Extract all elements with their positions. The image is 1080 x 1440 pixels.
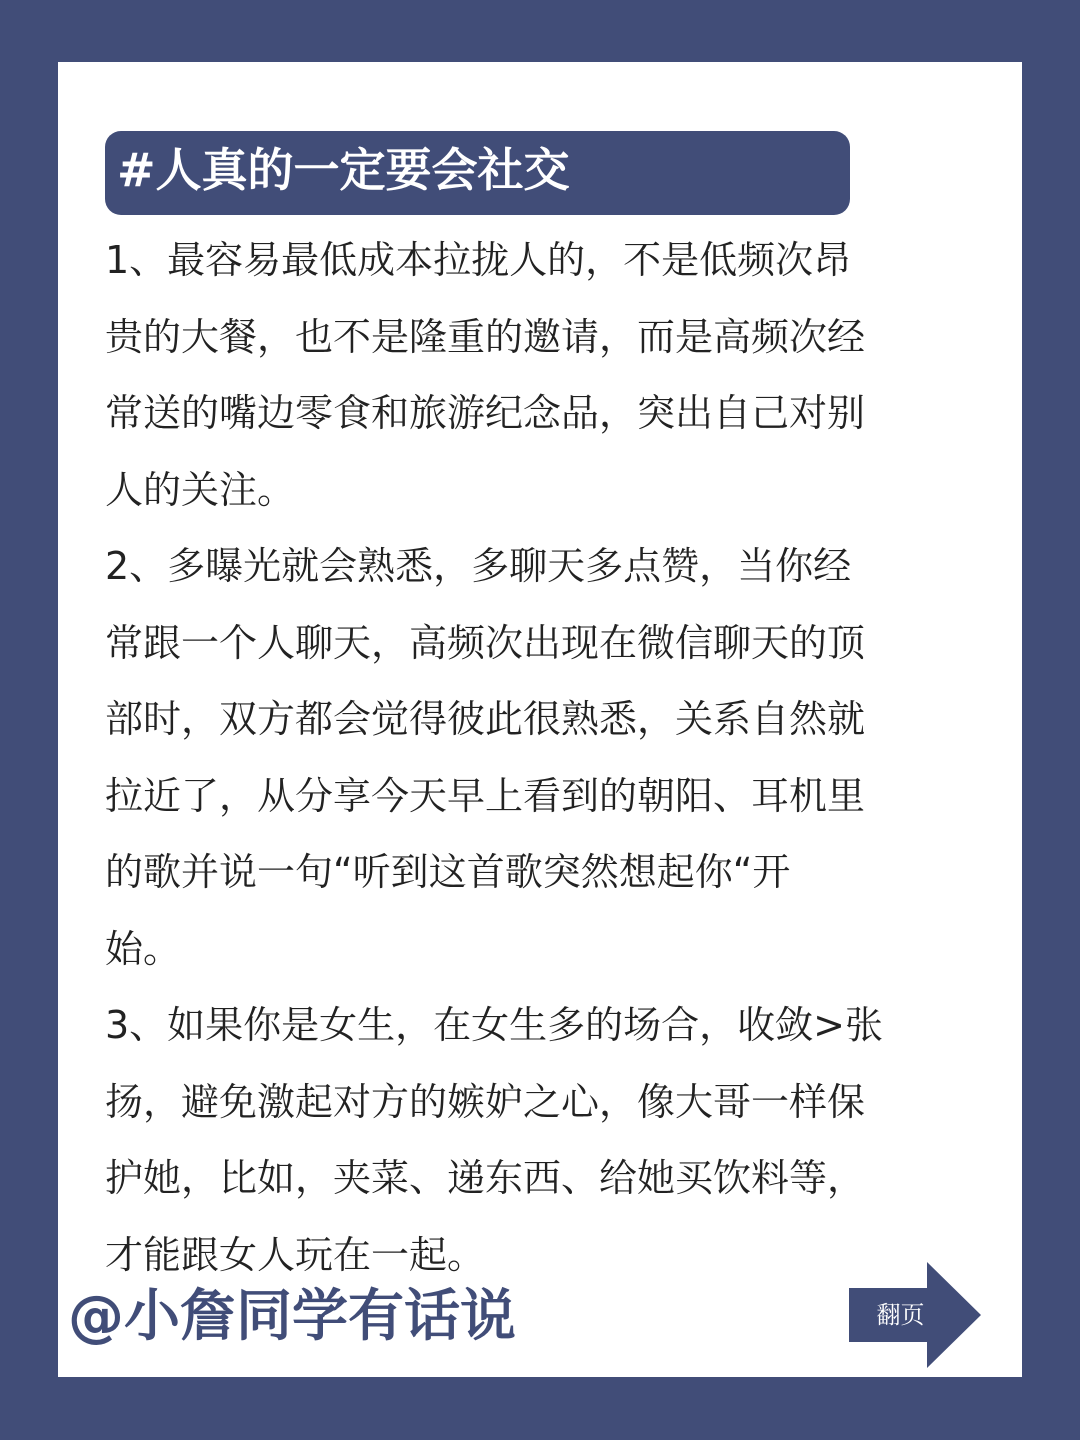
next-page-button[interactable] <box>849 1262 981 1368</box>
paragraph-1 <box>105 222 955 528</box>
text-line: 才能跟女人玩在一起。 <box>105 1232 486 1277</box>
title-banner <box>105 131 850 215</box>
author-handle: @小詹同学有话说 <box>68 1284 516 1349</box>
text-line: 常跟一个人聊天，高频次出现在微信聊天的顶 <box>105 620 866 665</box>
paragraph-2 <box>105 528 955 987</box>
text-line: 常送的嘴边零食和旅游纪念品，突出自己对别 <box>105 391 866 435</box>
page-title: #人真的一定要会社交 <box>117 143 570 197</box>
article-body <box>105 222 955 1293</box>
text-line: 2、多曝光就会熟悉，多聊天多点赞，当你经 <box>105 544 852 588</box>
text-line: 护她，比如，夹菜、递东西、给她买饮料等， <box>105 1156 866 1200</box>
text-line: 的歌并说一句“听到这首歌突然想起你“开 <box>105 850 791 894</box>
text-line: 始。 <box>105 926 182 971</box>
text-line: 拉近了，从分享今天早上看到的朝阳、耳机里 <box>105 773 866 818</box>
text-line: 3、如果你是女生，在女生多的场合，收敛>张 <box>105 1003 884 1047</box>
text-line: 1、最容易最低成本拉拢人的，不是低频次昂 <box>105 238 852 282</box>
next-page-label: 翻页 <box>876 1301 925 1329</box>
paragraph-3 <box>105 987 955 1293</box>
text-line: 扬，避免激起对方的嫉妒之心，像大哥一样保 <box>105 1079 866 1124</box>
text-line: 部时，双方都会觉得彼此很熟悉，关系自然就 <box>105 697 866 741</box>
text-line: 贵的大餐，也不是隆重的邀请，而是高频次经 <box>105 314 866 359</box>
text-line: 人的关注。 <box>105 467 296 512</box>
